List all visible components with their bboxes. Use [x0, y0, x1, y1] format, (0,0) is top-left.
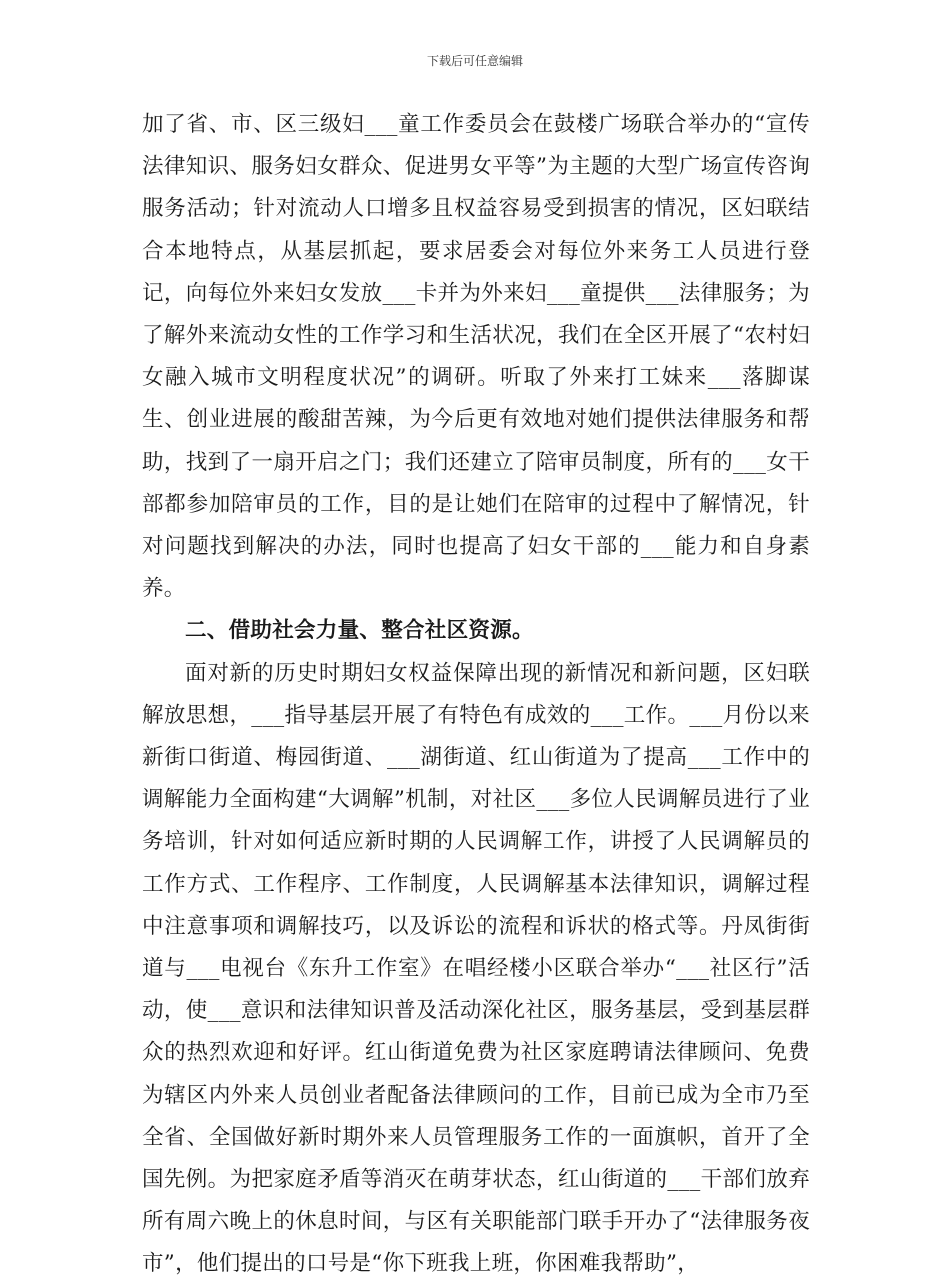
page-header: 下载后可任意编辑 — [426, 54, 523, 68]
document-body — [142, 104, 810, 1286]
paragraph-continued: 加了省、市、区三级妇___童工作委员会在鼓楼广场联合举办的“宣传法律知识、服务妇女群众、促进男女平等”为主题的大型广场宣传咨询服务活动；针对流动人口增多且权益容易受到损害的情况，区妇联结合本地特点，从基层抓起，要求居委会对每位外来务工人员进行登记，向每位外来妇女发放___卡并为外来妇___童提供___法律服务；为了解外来流动女性的工作学习和生活状况，我们在全区开展了“农村妇女融入城市文明程度状况”的调研。听取了外来打工妹来___落脚谋生、创业进展的酸甜苦辣，为今后更有效地对她们提供法律服务和帮助，找到了一扇开启之门；我们还建立了陪审员制度，所有的___女干部都参加陪审员的工作，目的是让她们在陪审的过程中了解情况，针对问题找到解决的办法，同时也提高了妇女干部的___能力和自身素养。 — [142, 112, 810, 602]
section-heading: 二、借助社会力量、整合社区资源。 — [185, 618, 534, 644]
paragraph-section-2: 面对新的历史时期妇女权益保障出现的新情况和新问题，区妇联解放思想，___指导基层开展了有特色有成效的___工作。___月份以来新街口街道、梅园街道、___湖街道、红山街道为了提高___工作中的调解能力全面构建“大调解”机制，对社区___多位人民调解员进行了业务培训，针对如何适应新时期的人民调解工作，讲授了人民调解员的工作方式、工作程序、工作制度，人民调解基本法律知识，调解过程中注意事项和调解技巧，以及诉讼的流程和诉状的格式等。丹凤街街道与___电视台《东升工作室》在唱经楼小区联合举办“___社区行”活动，使___意识和法律知识普及活动深化社区，服务基层，受到基层群众的热烈欢迎和好评。红山街道免费为社区家庭聘请法律顾问、免费为辖区内外来人员创业者配备法律顾问的工作，目前已成为全市乃至全省、全国做好新时期外来人员管理服务工作的一面旗帜，首开了全国先例。为把家庭矛盾等消灭在萌芽状态，红山街道的___干部们放弃所有周六晚上的休息时间，与区有关职能部门联手开办了“法律服务夜市”，他们提出的口号是“你下班我上班，你困难我帮助”， — [142, 660, 810, 1277]
